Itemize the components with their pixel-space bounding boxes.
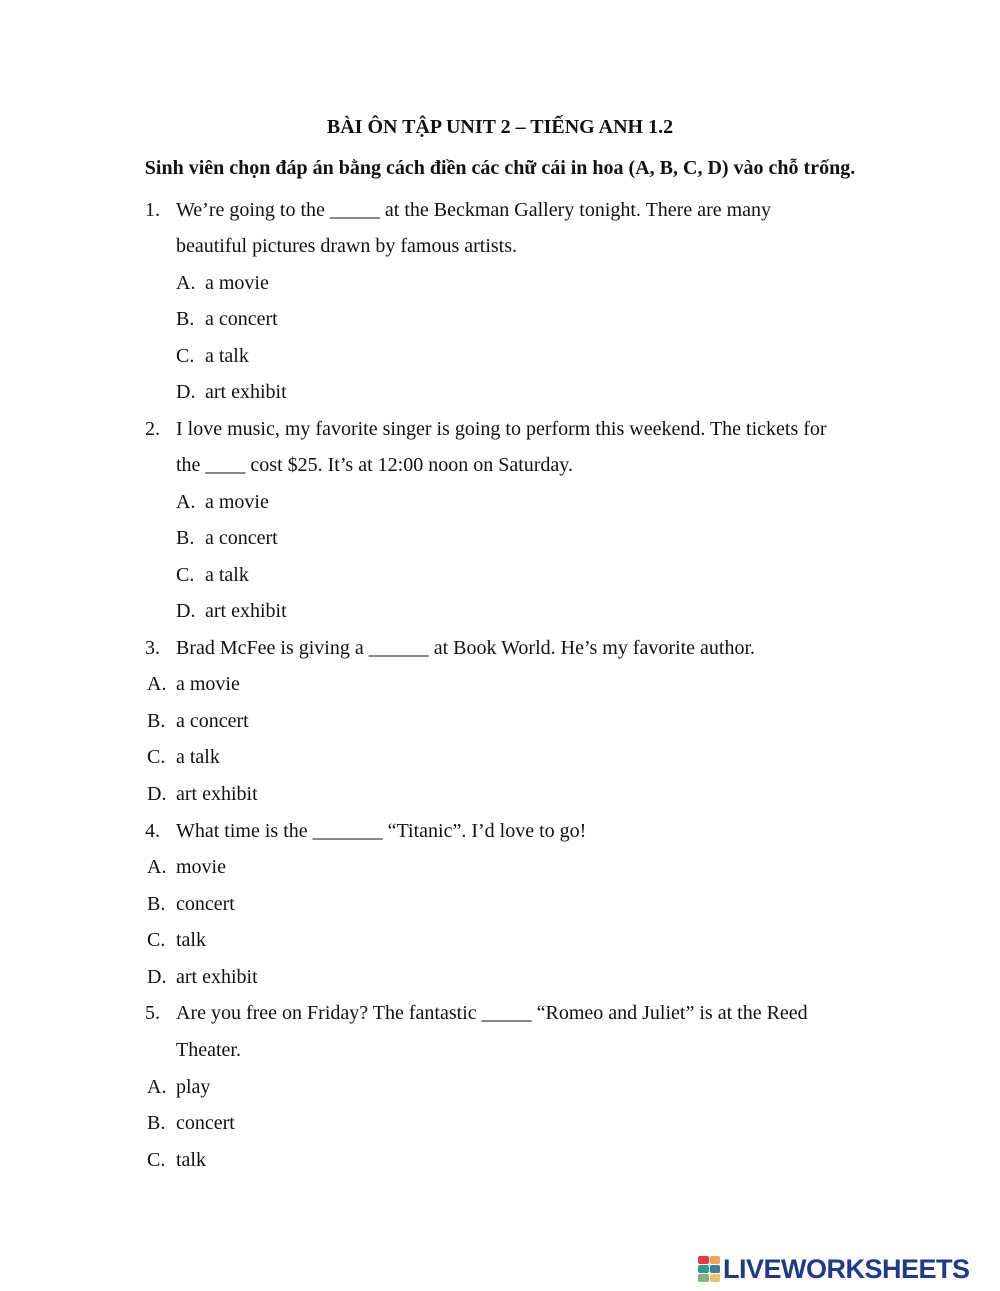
option-text: talk: [176, 929, 206, 951]
option-text: art exhibit: [176, 783, 258, 805]
option-letter: C.: [147, 1149, 166, 1171]
option-text: art exhibit: [176, 966, 258, 988]
option-text: a talk: [176, 746, 220, 768]
option-letter: B.: [176, 308, 195, 330]
option-letter: B.: [147, 893, 166, 915]
option-text: concert: [176, 893, 235, 915]
option-letter: A.: [176, 491, 196, 513]
option-letter: A.: [147, 1076, 167, 1098]
option-letter: C.: [176, 564, 195, 586]
option-text: a concert: [205, 527, 278, 549]
question-number: 4.: [145, 820, 160, 842]
question-text: the ____ cost $25. It’s at 12:00 noon on Saturday.: [176, 454, 573, 476]
option-text: a movie: [205, 491, 269, 513]
option-text: a talk: [205, 345, 249, 367]
option-letter: A.: [147, 673, 167, 695]
option-letter: A.: [147, 856, 167, 878]
question-text: I love music, my favorite singer is going to perform this weekend. The tickets for: [176, 418, 827, 440]
option-letter: D.: [147, 966, 167, 988]
question-text: Theater.: [176, 1039, 241, 1061]
question-text: What time is the _______ “Titanic”. I’d love to go!: [176, 820, 587, 842]
question-text: Brad McFee is giving a ______ at Book World. He’s my favorite author.: [176, 637, 756, 659]
option-text: a talk: [205, 564, 249, 586]
option-text: art exhibit: [205, 381, 287, 403]
option-text: concert: [176, 1112, 235, 1134]
option-letter: D.: [147, 783, 167, 805]
question-number: 2.: [145, 418, 160, 440]
option-letter: C.: [147, 746, 166, 768]
option-text: a concert: [205, 308, 278, 330]
option-letter: D.: [176, 381, 196, 403]
question-number: 3.: [145, 637, 160, 659]
option-text: movie: [176, 856, 226, 878]
option-text: play: [176, 1076, 211, 1098]
option-letter: A.: [176, 272, 196, 294]
question-text: beautiful pictures drawn by famous artists.: [176, 235, 518, 257]
question-text: We’re going to the _____ at the Beckman Gallery tonight. There are many: [176, 199, 772, 221]
liveworksheets-logo[interactable]: [698, 1254, 970, 1284]
question-number: 5.: [145, 1002, 160, 1024]
liveworksheets-logo-icon: [698, 1256, 720, 1282]
option-text: art exhibit: [205, 600, 287, 622]
option-text: a movie: [205, 272, 269, 294]
question-text: Are you free on Friday? The fantastic _____ “Romeo and Juliet” is at the Reed: [176, 1002, 808, 1024]
option-letter: C.: [147, 929, 166, 951]
option-text: a concert: [176, 710, 249, 732]
option-letter: C.: [176, 345, 195, 367]
option-text: a movie: [176, 673, 240, 695]
worksheet-instruction: Sinh viên chọn đáp án bằng cách điền các chữ cái in hoa (A, B, C, D) vào chỗ trống.: [144, 157, 856, 179]
option-text: talk: [176, 1149, 206, 1171]
option-letter: B.: [147, 710, 166, 732]
question-number: 1.: [145, 199, 160, 221]
option-letter: D.: [176, 600, 196, 622]
logo-text: LIVEWORKSHEETS: [723, 1253, 970, 1284]
option-letter: B.: [176, 527, 195, 549]
option-letter: B.: [147, 1112, 166, 1134]
worksheet-title: BÀI ÔN TẬP UNIT 2 – TIẾNG ANH 1.2: [326, 116, 674, 138]
